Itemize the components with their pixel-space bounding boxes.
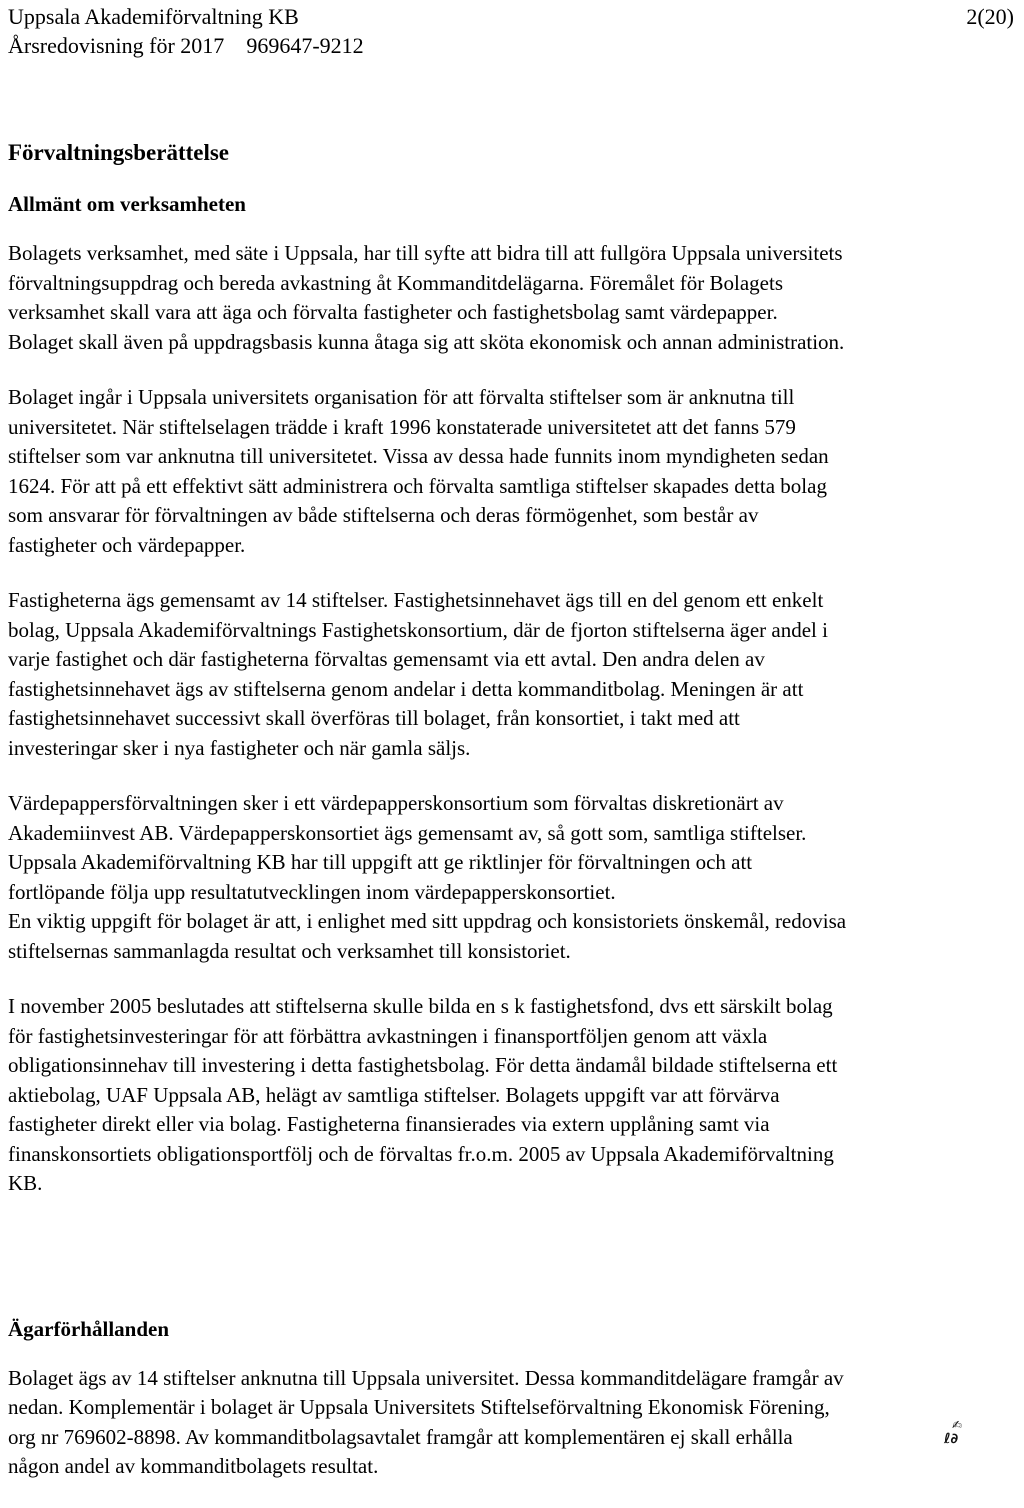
text-line: finanskonsortiets obligationsportfölj och de förvaltas fr.o.m. 2005 av Uppsala Akademiförvaltning (8, 1141, 834, 1166)
text-line: fastighetsinnehavet successivt skall överföras till bolaget, från konsortiet, i takt med att (8, 706, 740, 730)
report-title: Årsredovisning för 2017 (8, 33, 225, 58)
text-line: Bolaget ingår i Uppsala universitets organisation för att förvalta stiftelser som är anknutna till (8, 385, 795, 409)
text-line: Värdepappersförvaltningen sker i ett värdepapperskonsortium som förvaltas diskretionärt av (8, 791, 784, 815)
text-line: för fastighetsinvesteringar för att förbättra avkastningen i finansportföljen genom att växla (8, 1023, 768, 1048)
document-title: Förvaltningsberättelse (8, 140, 230, 165)
text-line: fortlöpande följa upp resultatutvecklingen inom värdepapperskonsortiet. (8, 879, 616, 904)
text-line: Bolaget skall även på uppdragsbasis kunna åtaga sig att sköta ekonomisk och annan administration. (8, 329, 845, 354)
text-line: KB. (8, 1171, 43, 1195)
paragraph (8, 586, 1016, 763)
text-line: stiftelser som var anknutna till universitetet. Vissa av dessa hade funnits inom myndigheten sedan (8, 444, 829, 468)
page-number: 2(20) (966, 4, 1014, 29)
text-line: nedan. Komplementär i bolaget är Uppsala Universitets Stiftelseförvaltning Ekonomisk Förening, (8, 1395, 830, 1419)
text-line: Fastigheterna ägs gemensamt av 14 stiftelser. Fastighetsinnehavet ägs till en del genom ett enkelt (8, 588, 824, 612)
text-line: bolag, Uppsala Akademiförvaltnings Fastighetskonsortium, där de fjorton stiftelserna äger andel i (8, 617, 828, 642)
text-line: I november 2005 beslutades att stiftelserna skulle bilda en s k fastighetsfond, dvs ett särskilt bolag (8, 994, 833, 1018)
paragraph (8, 383, 1016, 560)
text-line: org nr 769602-8898. Av kommanditbolagsavtalet framgår att komplementären ej skall erhålla (8, 1424, 793, 1449)
paragraph (8, 907, 1016, 966)
document-body (8, 138, 1016, 1508)
text-line: varje fastighet och där fastigheterna förvaltas gemensamt via ett avtal. Den andra delen av (8, 647, 765, 671)
paragraph (8, 1364, 1016, 1482)
text-line: En viktig uppgift för bolaget är att, i enlighet med sitt uppdrag och konsistoriets önskemål, redovisa (8, 909, 847, 933)
text-line: verksamhet skall vara att äga och förvalta fastigheter och fastighetsbolag samt värdepapper. (8, 300, 778, 324)
text-line: obligationsinnehav till investering i detta fastighetsbolag. För detta ändamål bildade stiftelserna ett (8, 1053, 838, 1077)
section-heading-agarforhallanden: Ägarförhållanden (8, 1316, 170, 1341)
text-line: fastigheter och värdepapper. (8, 532, 246, 557)
text-line: stiftelsernas sammanlagda resultat och verksamhet till konsistoriet. (8, 938, 571, 963)
text-line: någon andel av kommanditbolagets resultat. (8, 1454, 379, 1478)
text-line: aktiebolag, UAF Uppsala AB, helägt av samtliga stiftelser. Bolagets uppgift var att förvärva (8, 1082, 780, 1107)
text-line: Uppsala Akademiförvaltning KB har till uppgift att ge riktlinjer för förvaltningen och att (8, 850, 753, 874)
text-line: Akademiinvest AB. Värdepapperskonsortiet ägs gemensamt av, så gott som, samtliga stiftelser. (8, 820, 807, 845)
text-line: 1624. För att på ett effektivt sätt administrera och förvalta samtliga stiftelser skapades detta bolag (8, 473, 827, 498)
text-line: förvaltningsuppdrag och bereda avkastning åt Kommanditdelägarna. Föremålet för Bolagets (8, 270, 784, 295)
text-line: investeringar sker i nya fastigheter och när gamla säljs. (8, 735, 471, 760)
text-line: fastighetsinnehavet ägs av stiftelserna genom andelar i detta kommanditbolag. Meningen är att (8, 676, 804, 701)
paragraph (8, 789, 1016, 907)
company-name: Uppsala Akademiförvaltning KB (8, 4, 299, 29)
section-heading-allmant: Allmänt om verksamheten (8, 192, 246, 216)
section-spacer (8, 1225, 1016, 1315)
text-line: fastigheter direkt eller via bolag. Fastigheterna finansierades via extern upplåning samt via (8, 1112, 770, 1136)
report-line (8, 31, 364, 60)
paragraph (8, 239, 1016, 357)
paragraph (8, 992, 1016, 1199)
text-line: universitetet. När stiftelselagen trädde i kraft 1996 konstaterade universitetet att det fanns 579 (8, 414, 796, 439)
handwritten-initials: ✍ ℓ∂ (943, 1418, 962, 1447)
text-line: som ansvarar för förvaltningen av både stiftelserna och deras förmögenhet, som består av (8, 503, 759, 527)
text-line: Bolaget ägs av 14 stiftelser anknutna till Uppsala universitet. Dessa kommanditdelägare framgår av (8, 1365, 844, 1390)
org-number: 969647-9212 (246, 33, 364, 58)
page-header (8, 2, 364, 60)
text-line: Bolagets verksamhet, med säte i Uppsala, har till syfte att bidra till att fullgöra Uppsala universitets (8, 241, 843, 265)
